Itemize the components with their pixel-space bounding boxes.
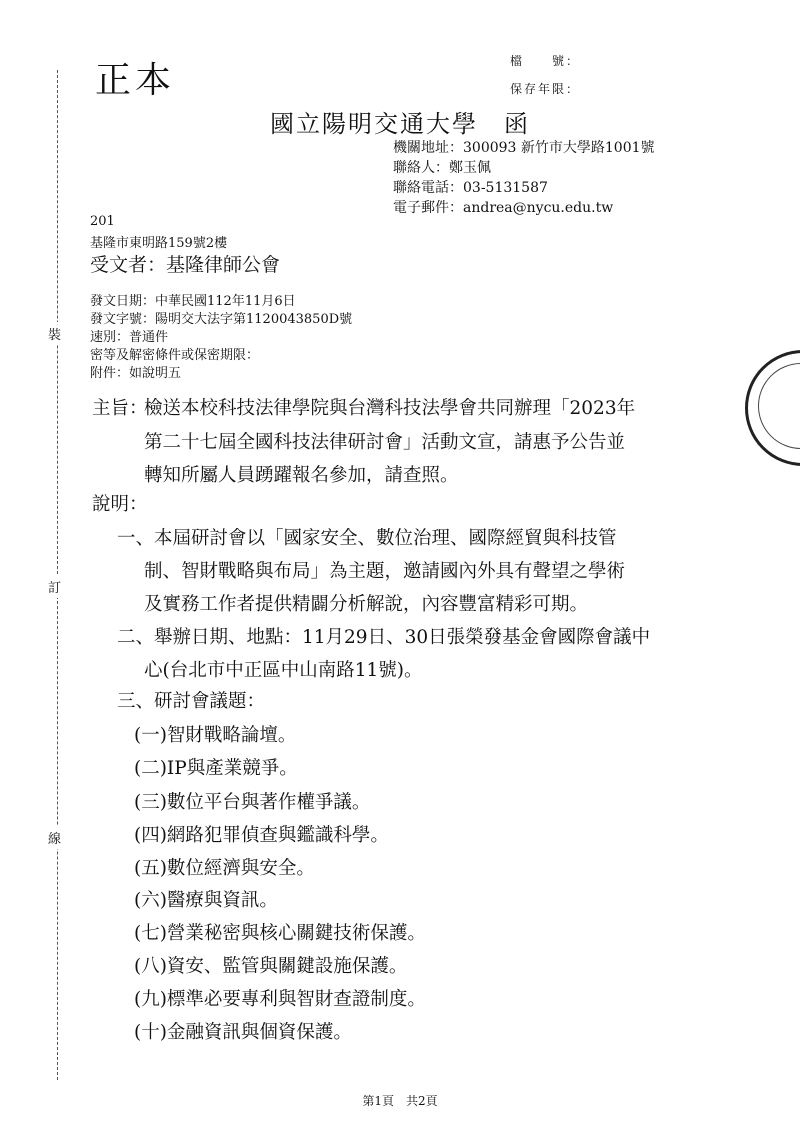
explanation-item-1-line: 及實務工作者提供精闢分析解說，內容豐富精彩可期。 [144, 594, 589, 615]
document-number: 發文字號：陽明交大法字第1120043850D號 [90, 312, 353, 327]
explanation-item-1: 一、本屆研討會以「國家安全、數位治理、國際經貿與科技管 [117, 528, 617, 549]
seminar-topic: (五)數位經濟與安全。 [134, 858, 315, 879]
archive-number: 檔 號： [510, 54, 581, 68]
explanation-item-1-line: 制、智財戰略與布局」為主題，邀請國內外具有聲望之學術 [144, 561, 626, 582]
seminar-topic: (七)營業秘密與核心關鍵技術保護。 [134, 923, 426, 944]
contact-person: 聯絡人：鄭玉佩 [393, 160, 491, 176]
retention-period: 保存年限： [510, 82, 581, 96]
seminar-topic: (二)IP與產業競爭。 [134, 758, 298, 779]
contact-address: 機關地址：300093 新竹市大學路1001號 [393, 140, 655, 156]
recipient: 受文者：基隆律師公會 [90, 254, 281, 276]
explanation-label: 說明： [92, 494, 148, 515]
document-title: 國立陽明交通大學 函 [270, 110, 530, 138]
seminar-topic: (一)智財戰略論壇。 [134, 725, 297, 746]
contact-email: 電子郵件：andrea@nycu.edu.tw [393, 200, 614, 216]
attachment: 附件：如說明五 [90, 366, 182, 381]
subject-line: 檢送本校科技法律學院與台灣科技法學會共同辦理「2023年 [144, 398, 636, 419]
subject-label: 主旨： [92, 398, 148, 419]
binding-mark-zhuang: 裝 [48, 322, 61, 345]
explanation-item-3: 三、研討會議題： [117, 691, 266, 712]
seminar-topic: (十)金融資訊與個資保護。 [134, 1022, 352, 1043]
binding-mark-ding: 訂 [48, 575, 61, 598]
subject-line: 第二十七屆全國科技法律研討會」活動文宣，請惠予公告並 [144, 432, 626, 453]
recipient-zip: 201 [90, 214, 115, 229]
contact-phone: 聯絡電話：03-5131587 [393, 180, 548, 196]
page-number: 第1頁 共2頁 [362, 1094, 438, 1108]
recipient-address: 基隆市東明路159號2樓 [90, 236, 228, 251]
seminar-topic: (六)醫療與資訊。 [134, 890, 278, 911]
binding-mark-xian: 線 [48, 826, 61, 849]
seminar-topic: (三)數位平台與著作權爭議。 [134, 792, 371, 813]
original-copy-mark: 正本 [95, 60, 176, 101]
issue-date: 發文日期：中華民國112年11月6日 [90, 294, 296, 309]
official-seal [745, 350, 800, 466]
seminar-topic: (九)標準必要專利與智財查證制度。 [134, 989, 426, 1010]
explanation-item-2-line: 心(台北市中正區中山南路11號)。 [144, 660, 423, 681]
seminar-topic: (八)資安、監管與關鍵設施保護。 [134, 956, 408, 977]
classification: 密等及解密條件或保密期限： [90, 348, 260, 363]
explanation-item-2: 二、舉辦日期、地點：11月29日、30日張榮發基金會國際會議中 [117, 627, 651, 648]
seminar-topic: (四)網路犯罪偵查與鑑識科學。 [134, 825, 389, 846]
urgency: 速別：普通件 [90, 330, 169, 345]
subject-line: 轉知所屬人員踴躍報名參加，請查照。 [144, 465, 459, 486]
